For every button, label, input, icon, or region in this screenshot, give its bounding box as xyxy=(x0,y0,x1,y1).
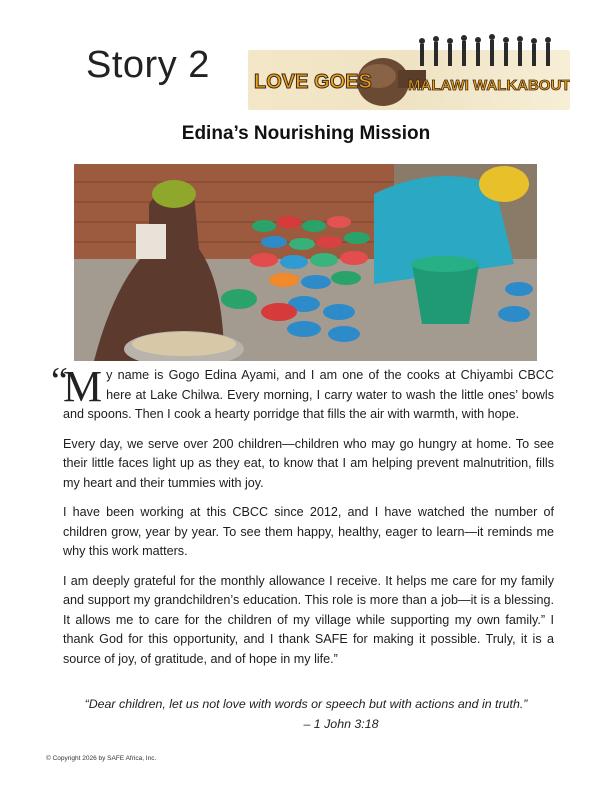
logo-word-malawi-walkabout: MALAWI WALKABOUT xyxy=(408,77,570,94)
page-title: Edina’s Nourishing Mission xyxy=(181,123,431,144)
paragraph-1-text: y name is Gogo Edina Ayami, and I am one of the cooks at Chiyambi CBCC here at Lake Chilwa. Every morning, I carry water to wash the little ones’ bowls and spoons. Then I cook a hearty porridge that fills the air with warmth, with hope. xyxy=(63,368,554,421)
verse-text: “Dear children, let us not love with words or speech but with actions and in truth.” xyxy=(84,697,528,711)
logo-word-love-goes: LOVE GOES xyxy=(254,71,372,93)
love-goes-malawi-walkabout-logo xyxy=(248,30,570,112)
paragraph-3: I have been working at this CBCC since 2012, and I have watched the number of children grow, year by year. To see them happy, healthy, eager to learn—it reminds me why this work matters. xyxy=(63,505,554,558)
story-label: Story 2 xyxy=(86,44,210,86)
paragraph-2: Every day, we serve over 200 children—children who may go hungry at home. To see their little faces light up as they eat, to know that I am helping prevent malnutrition, fills my heart and their tummies with joy. xyxy=(63,436,554,490)
open-quote-mark: “ xyxy=(51,360,68,402)
verse-reference: – 1 John 3:18 xyxy=(303,717,379,731)
cooks-serving-photo xyxy=(74,164,537,361)
paragraph-4: I am deeply grateful for the monthly allowance I receive. It helps me care for my family and support my grandchildren’s education. This role is more than a job—it is a blessing. It allows me to care for the children of my village while supporting my own family.” I thank God for this opportunity, and I thank SAFE for making it possible. Truly, it is a source of joy, of gratitude, and of hope in my life.” xyxy=(63,573,554,666)
paragraph-1 xyxy=(63,362,554,425)
bible-verse xyxy=(0,694,612,734)
dropcap-letter: M xyxy=(63,362,103,411)
story-body xyxy=(51,360,554,679)
copyright-footer: © Copyright 2026 by SAFE Africa, Inc. xyxy=(46,755,157,762)
